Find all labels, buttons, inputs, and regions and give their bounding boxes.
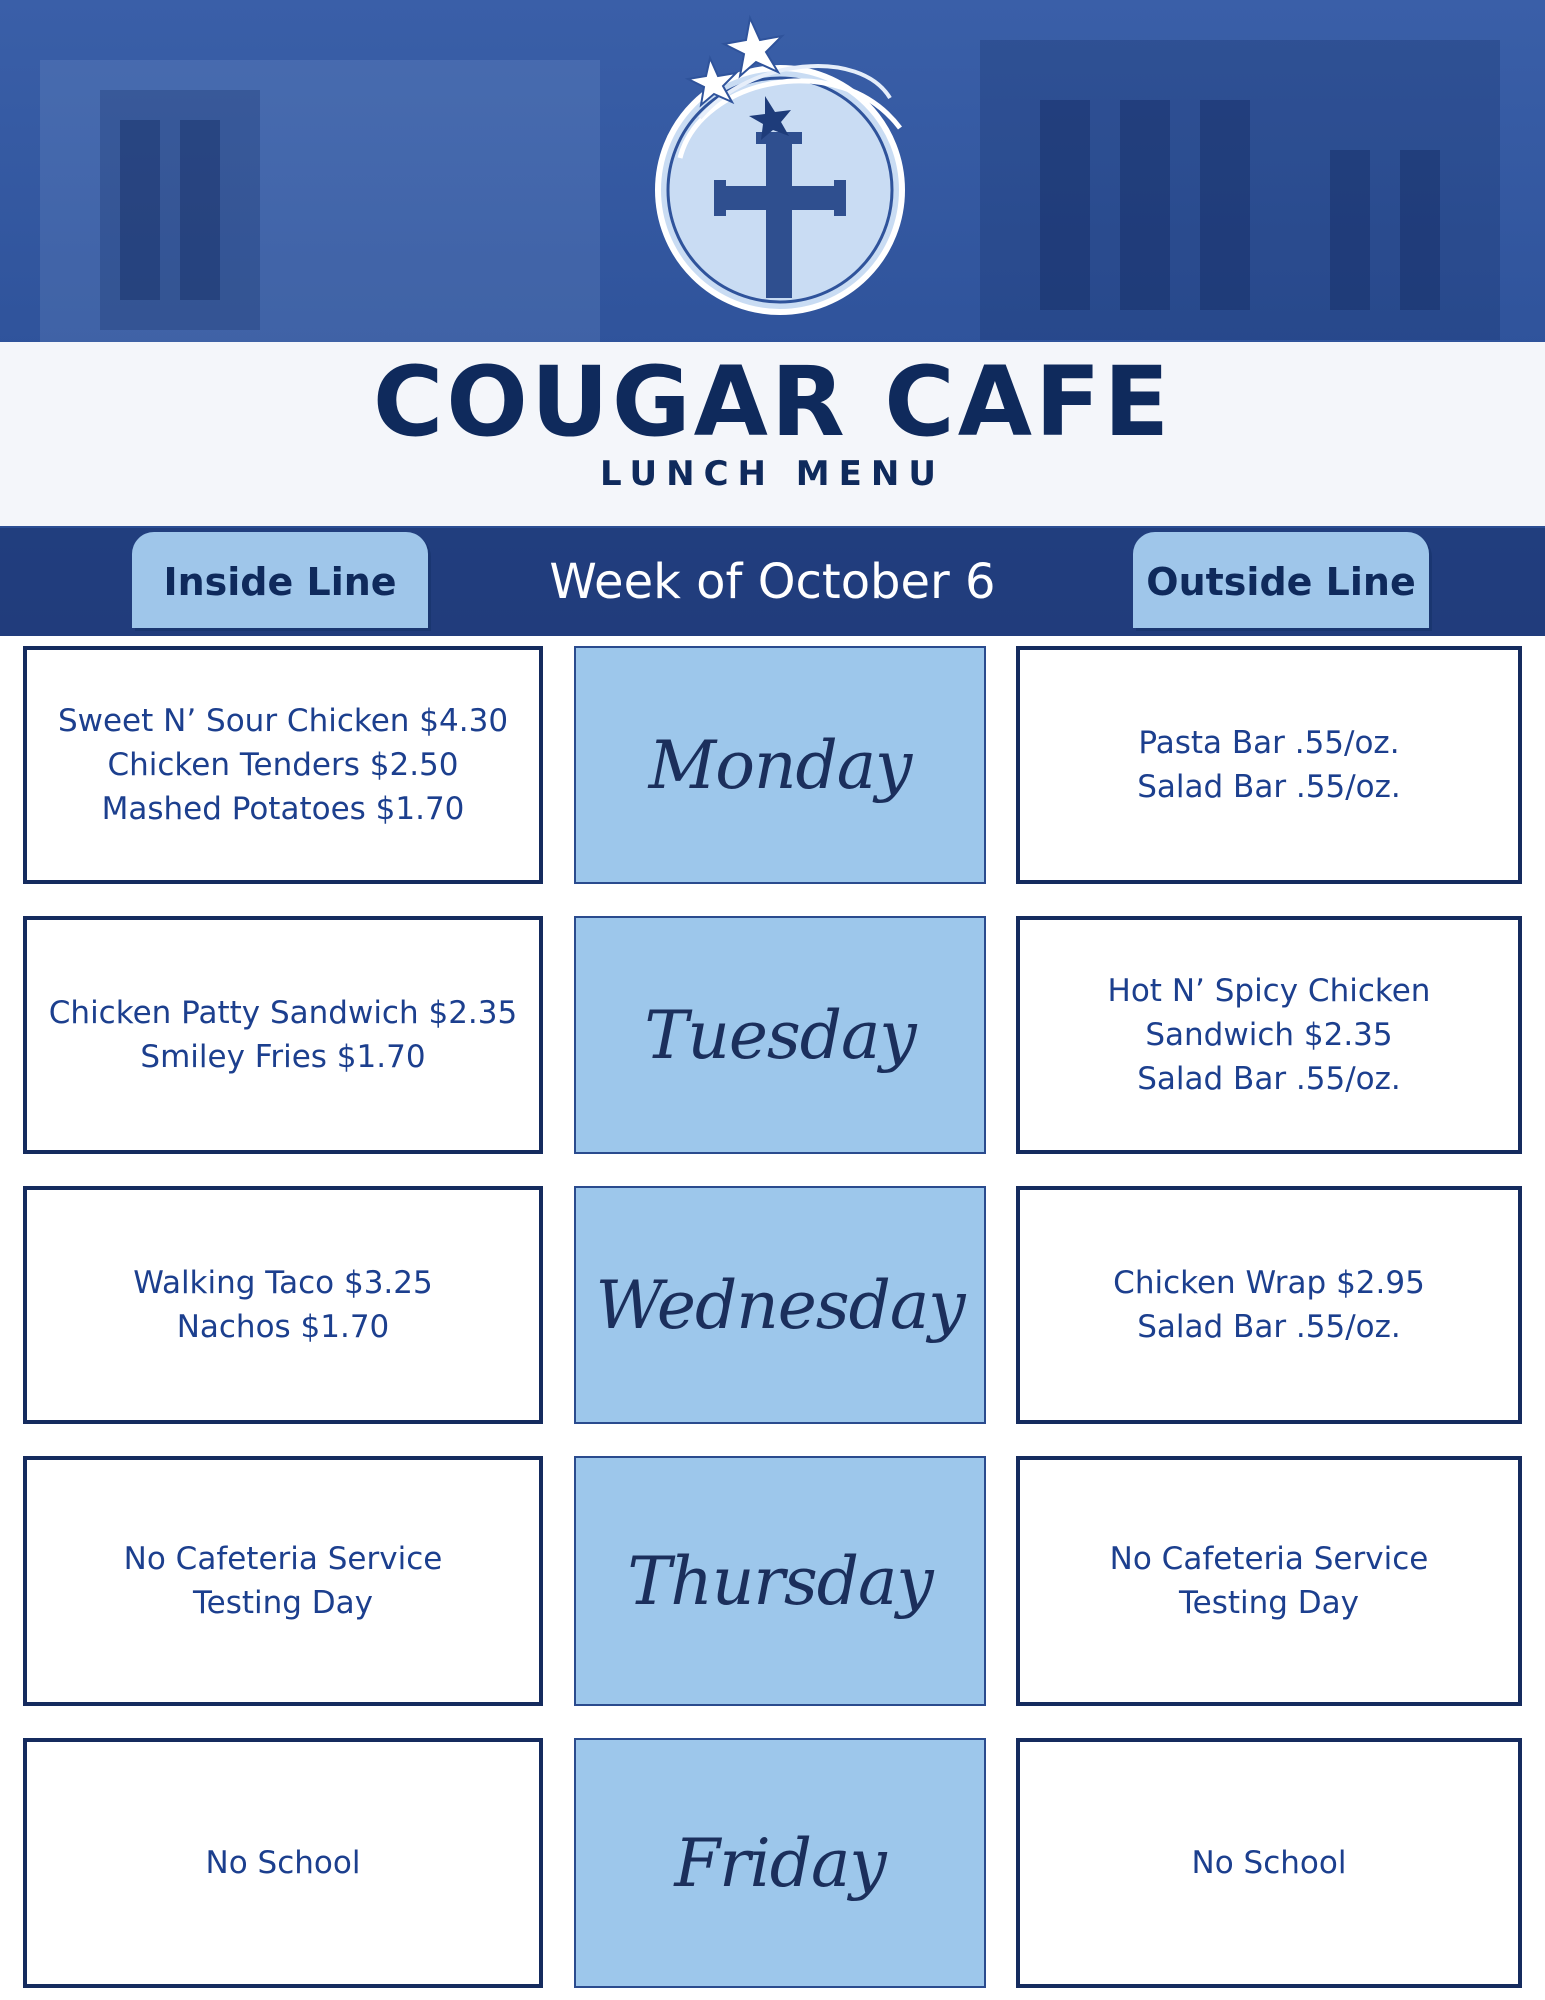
menu-item: Chicken Tenders $2.50 bbox=[107, 747, 459, 783]
page-title: COUGAR CAFE bbox=[372, 346, 1173, 458]
menu-item: Hot N’ Spicy Chicken bbox=[1107, 973, 1431, 1009]
day-name: Wednesday bbox=[595, 1266, 965, 1344]
menu-item: Sweet N’ Sour Chicken $4.30 bbox=[57, 703, 509, 739]
menu-item: Sandwich $2.35 bbox=[1145, 1017, 1393, 1053]
menu-item: Salad Bar .55/oz. bbox=[1137, 1309, 1401, 1345]
building-window bbox=[1400, 150, 1440, 310]
menu-item: Testing Day bbox=[192, 1585, 374, 1621]
menu-item: No School bbox=[205, 1845, 361, 1881]
menu-item: Chicken Patty Sandwich $2.35 bbox=[48, 995, 518, 1031]
day-name: Thursday bbox=[627, 1542, 933, 1620]
building-window bbox=[1200, 100, 1250, 310]
wednesday-inside-menu bbox=[23, 1186, 543, 1424]
page-subtitle: LUNCH MENU bbox=[600, 454, 945, 494]
building-window bbox=[1120, 100, 1170, 310]
menu-item: No Cafeteria Service bbox=[123, 1541, 443, 1577]
thursday-inside-menu bbox=[23, 1456, 543, 1706]
tuesday-label-box bbox=[574, 916, 986, 1154]
week-label: Week of October 6 bbox=[549, 554, 996, 610]
tuesday-outside-menu bbox=[1016, 916, 1522, 1154]
day-name: Tuesday bbox=[644, 996, 916, 1074]
building-window bbox=[120, 120, 160, 300]
friday-inside-menu bbox=[23, 1738, 543, 1988]
inside-line-tab: Inside Line bbox=[132, 532, 428, 628]
menu-item: No School bbox=[1191, 1845, 1347, 1881]
wednesday-outside-menu bbox=[1016, 1186, 1522, 1424]
menu-item: Pasta Bar .55/oz. bbox=[1138, 725, 1400, 761]
menu-item: Nachos $1.70 bbox=[176, 1309, 390, 1345]
day-name: Monday bbox=[648, 726, 912, 804]
menu-item: No Cafeteria Service bbox=[1109, 1541, 1429, 1577]
building-window bbox=[1040, 100, 1090, 310]
thursday-outside-menu bbox=[1016, 1456, 1522, 1706]
monday-inside-menu bbox=[23, 646, 543, 884]
menu-item: Walking Taco $3.25 bbox=[133, 1265, 433, 1301]
thursday-label-box bbox=[574, 1456, 986, 1706]
menu-item: Salad Bar .55/oz. bbox=[1137, 769, 1401, 805]
friday-label-box bbox=[574, 1738, 986, 1988]
building-window bbox=[180, 120, 220, 300]
menu-item: Smiley Fries $1.70 bbox=[140, 1039, 426, 1075]
monday-outside-menu bbox=[1016, 646, 1522, 884]
day-name: Friday bbox=[674, 1824, 886, 1902]
menu-item: Salad Bar .55/oz. bbox=[1137, 1061, 1401, 1097]
monday-label-box bbox=[574, 646, 986, 884]
menu-item: Mashed Potatoes $1.70 bbox=[101, 791, 465, 827]
menu-item: Chicken Wrap $2.95 bbox=[1113, 1265, 1425, 1301]
menu-item: Testing Day bbox=[1178, 1585, 1360, 1621]
outside-line-tab: Outside Line bbox=[1133, 532, 1429, 628]
friday-outside-menu bbox=[1016, 1738, 1522, 1988]
tuesday-inside-menu bbox=[23, 916, 543, 1154]
wednesday-label-box bbox=[574, 1186, 986, 1424]
school-cross-logo bbox=[640, 8, 930, 318]
building-window bbox=[1330, 150, 1370, 310]
